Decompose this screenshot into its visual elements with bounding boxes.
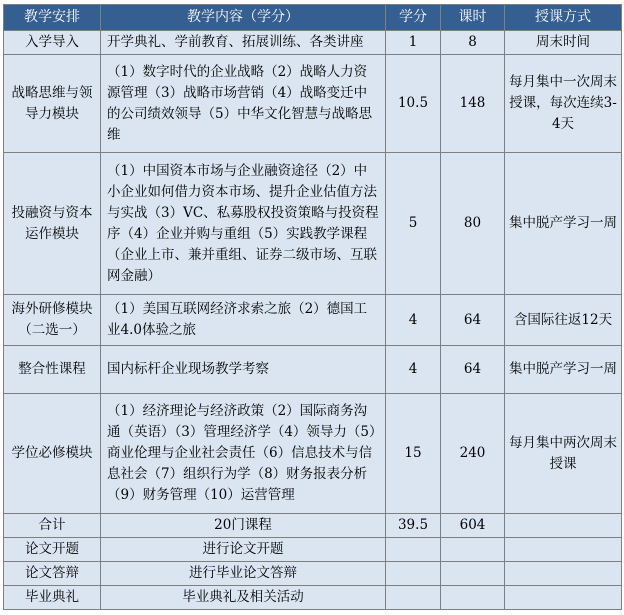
table-row (4, 153, 622, 295)
table-row (4, 586, 622, 610)
row-content: （1）中国资本市场与企业融资途径（2）中小企业如何借力资本市场、提升企业估值方法与实战（3）VC、私募股权投资策略与投资程序（4）企业并购与重组（5）实践教学课程（企业上市、兼并重组、证券二级市场、互联网金融） (101, 153, 386, 295)
header-credits: 学分 (386, 5, 441, 31)
header-method: 授课方式 (505, 5, 622, 31)
header-arrangement: 教学安排 (4, 5, 101, 31)
row-content: 毕业典礼及相关活动 (101, 586, 386, 610)
curriculum-table (3, 4, 622, 610)
row-credits (386, 586, 441, 610)
row-hours (441, 562, 505, 586)
row-content: 进行论文开题 (101, 538, 386, 562)
row-arrangement: 合计 (4, 514, 101, 538)
row-arrangement: 海外研修模块（二选一） (4, 295, 101, 346)
row-method: 周末时间 (505, 31, 622, 55)
row-credits (386, 562, 441, 586)
row-method: 集中脱产学习一周 (505, 346, 622, 394)
table-row (4, 31, 622, 55)
row-credits: 4 (386, 295, 441, 346)
row-credits: 10.5 (386, 55, 441, 153)
row-hours (441, 538, 505, 562)
row-content: （1）美国互联网经济求索之旅（2）德国工业4.0体验之旅 (101, 295, 386, 346)
header-row (4, 5, 622, 31)
table-row (4, 562, 622, 586)
row-credits (386, 538, 441, 562)
header-hours: 课时 (441, 5, 505, 31)
table-row (4, 394, 622, 514)
header-content: 教学内容（学分） (101, 5, 386, 31)
row-method: 每月集中一次周末授课，每次连续3-4天 (505, 55, 622, 153)
row-credits: 4 (386, 346, 441, 394)
row-content: （1）数字时代的企业战略（2）战略人力资源管理（3）战略市场营销（4）战略变迁中的公司绩效领导（5）中华文化智慧与战略思维 (101, 55, 386, 153)
row-method (505, 514, 622, 538)
table-row (4, 295, 622, 346)
row-arrangement: 入学导入 (4, 31, 101, 55)
row-arrangement: 毕业典礼 (4, 586, 101, 610)
table-row (4, 346, 622, 394)
row-hours: 604 (441, 514, 505, 538)
table-row (4, 55, 622, 153)
row-method: 含国际往返12天 (505, 295, 622, 346)
row-method: 每月集中两次周末授课 (505, 394, 622, 514)
row-arrangement: 整合性课程 (4, 346, 101, 394)
table-row (4, 514, 622, 538)
row-method (505, 586, 622, 610)
row-credits: 1 (386, 31, 441, 55)
row-hours: 64 (441, 295, 505, 346)
row-content: 20门课程 (101, 514, 386, 538)
row-arrangement: 论文答辩 (4, 562, 101, 586)
row-method: 集中脱产学习一周 (505, 153, 622, 295)
table-row (4, 538, 622, 562)
row-content: 进行毕业论文答辩 (101, 562, 386, 586)
row-arrangement: 投融资与资本运作模块 (4, 153, 101, 295)
row-hours: 64 (441, 346, 505, 394)
row-content: 国内标杆企业现场教学考察 (101, 346, 386, 394)
row-content: （1）经济理论与经济政策（2）国际商务沟通（英语）（3）管理经济学（4）领导力（5）商业伦理与企业社会责任（6）信息技术与信息社会（7）组织行为学（8）财务报表分析（9）财务管理（10）运营管理 (101, 394, 386, 514)
row-content: 开学典礼、学前教育、拓展训练、各类讲座 (101, 31, 386, 55)
row-arrangement: 战略思维与领导力模块 (4, 55, 101, 153)
row-hours: 80 (441, 153, 505, 295)
row-arrangement: 论文开题 (4, 538, 101, 562)
row-credits: 5 (386, 153, 441, 295)
row-credits: 39.5 (386, 514, 441, 538)
row-hours (441, 586, 505, 610)
row-hours: 240 (441, 394, 505, 514)
row-hours: 8 (441, 31, 505, 55)
row-method (505, 538, 622, 562)
row-hours: 148 (441, 55, 505, 153)
row-arrangement: 学位必修模块 (4, 394, 101, 514)
row-credits: 15 (386, 394, 441, 514)
row-method (505, 562, 622, 586)
